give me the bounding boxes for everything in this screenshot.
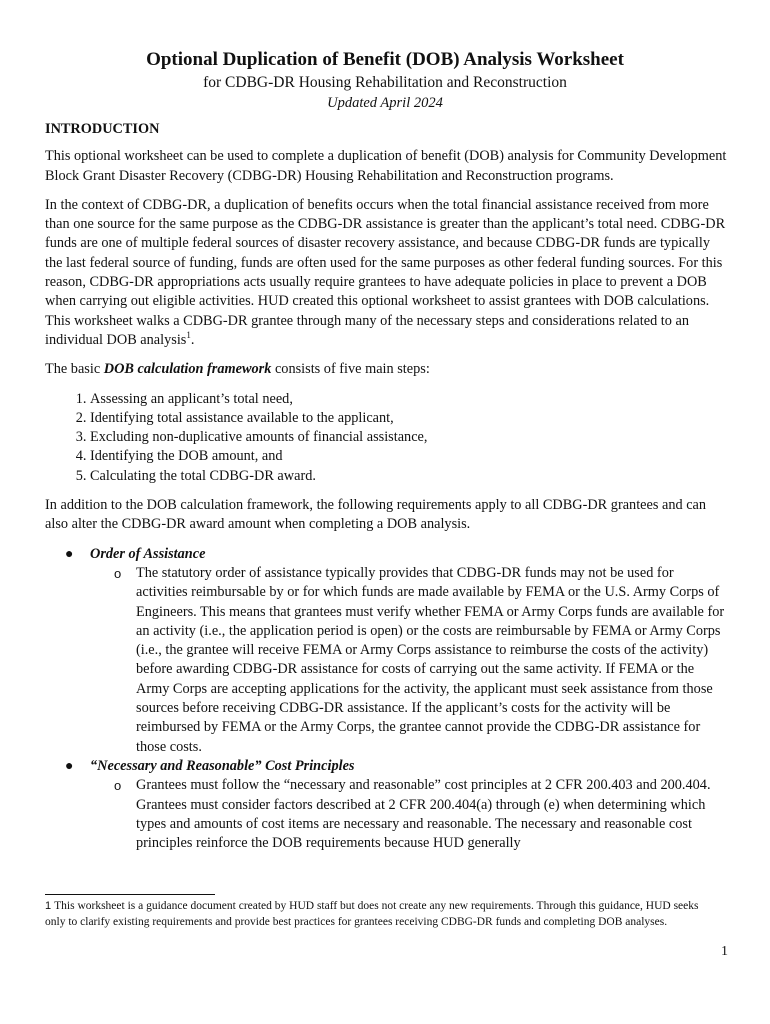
list-item: 1. Assessing an applicant’s total need, [90,390,727,409]
requirements-list [45,545,727,854]
page-subtitle: for CDBG-DR Housing Rehabilitation and Reconstruction [203,74,567,91]
footnote-reference: 1 [186,330,191,341]
footnote-number: 1 [45,900,52,912]
requirement-sublist [90,776,727,853]
framework-paragraph [45,360,727,379]
intro-paragraph-2-end: . [190,331,195,348]
requirement-necessary-and-reasonable [45,757,727,853]
requirement-detail-item [90,564,727,757]
requirement-detail: Grantees must follow the “necessary and reasonable” cost principles at 2 CFR 200.403 and 200.404. Grantees must consider factors described at 2 CFR 200.404(a) through (e) when determining which types and amounts of cost items are necessary and reasonable. The necessary and reasonable cost principles reinforce the DOB requirements because HUD generally [136,777,711,852]
list-item: 5. Calculating the total CDBG-DR award. [90,467,727,486]
requirement-detail: The statutory order of assistance typically provides that CDBG-DR funds may not be used for activities reimbursable by or for which funds are made available by FEMA or the U.S. Army Corps of Engineers. This means that grantees must verify whether FEMA or Army Corps funds are available for an activity (i.e., the application period is open) or the costs are reimbursable by FEMA or Army Corps (i.e., the grantee will receive FEMA or Army Corps assistance to reimburse the costs of the activity) before awarding CDBG-DR assistance for costs of carrying out the same activity. If FEMA or the Army Corps are accepting applications for the activity, the applicant must seek assistance from those sources before receiving CDBG-DR assistance. If the applicant’s costs for the activity will be reimbursed by FEMA or the Army Corps, the grantee cannot provide the CDBG-DR assistance for those costs. [136,564,725,755]
intro-paragraph-2-text: In the context of CDBG-DR, a duplication of benefits occurs when the total financial assistance received from more than one source for the same purpose as the CDBG-DR assistance is greater than the applicant’s total need. CDBG-DR funds are one of multiple federal sources of disaster recovery assistance, and because CDBG-DR funds are typically the last federal source of funding, funds are often used for the same purposes as other federal funding sources. For this reason, CDBG-DR appropriations acts usually require grantees to have adequate policies in place to prevent a DOB when carrying out eligible activities. HUD created this optional worksheet to assist grantees with DOB calculations. This worksheet walks a CDBG-DR grantee through many of the necessary steps and considerations related to an individual DOB analysis [45,196,726,348]
document-body [45,120,727,853]
requirement-sublist [90,564,727,757]
requirement-detail-item [90,776,727,853]
requirement-title: Order of Assistance [90,545,206,562]
list-item: 3. Excluding non-duplicative amounts of financial assistance, [90,428,727,447]
framework-suffix: consists of five main steps: [271,361,430,378]
list-item: 2. Identifying total assistance available to the applicant, [90,409,727,428]
page-title: Optional Duplication of Benefit (DOB) Analysis Worksheet [146,49,624,70]
bullet-icon: ● [65,758,74,774]
framework-term: DOB calculation framework [103,361,272,378]
intro-paragraph-2 [45,196,727,350]
sub-bullet-icon: o [114,778,122,794]
requirement-title: “Necessary and Reasonable” Cost Principles [90,757,355,774]
updated-date: Updated April 2024 [327,95,443,111]
sub-bullet-icon: o [114,565,122,581]
requirement-order-of-assistance [45,545,727,757]
footnote [45,899,717,930]
framework-prefix: The basic [45,361,104,378]
list-item: 4. Identifying the DOB amount, and [90,447,727,466]
footnote-divider [45,894,215,895]
framework-steps-list [45,390,727,486]
intro-paragraph-3: In addition to the DOB calculation framework, the following requirements apply to all CDBG-DR grantees and can also alter the CDBG-DR award amount when completing a DOB analysis. [45,497,707,533]
bullet-icon: ● [65,546,74,562]
intro-paragraph-1: This optional worksheet can be used to complete a duplication of benefit (DOB) analysis for Community Development Block Grant Disaster Recovery (CDBG-DR) Housing Rehabilitation and Reconstruction programs. [45,148,727,184]
introduction-heading: INTRODUCTION [45,121,160,137]
footnote-text: This worksheet is a guidance document created by HUD staff but does not create any new requirements. Through this guidance, HUD seeks only to clarify existing requirements and provide best practices for grantees receiving CDBG-DR funds and completing DOB analyses. [45,900,699,928]
page-number: 1 [721,944,728,959]
